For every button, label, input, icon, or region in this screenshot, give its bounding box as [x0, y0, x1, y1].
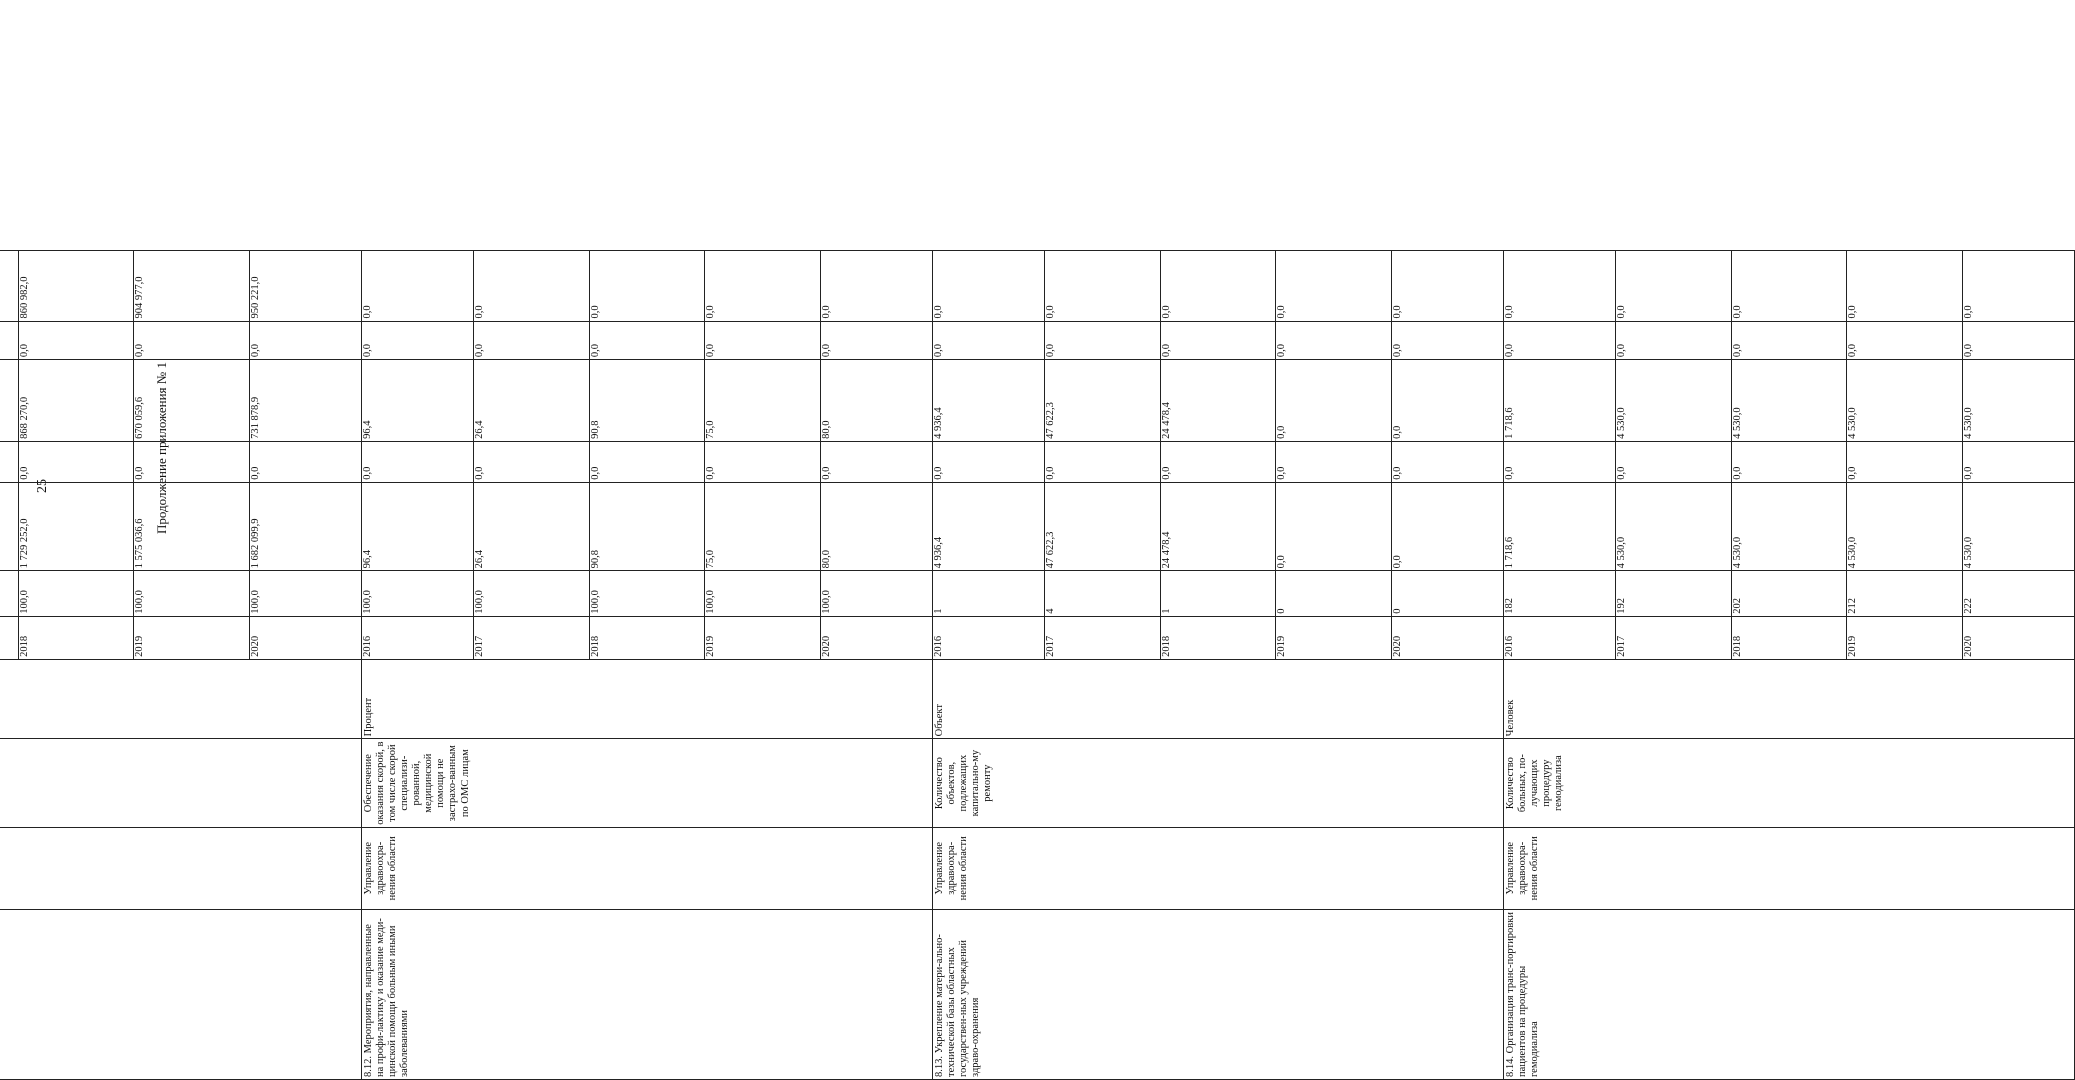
year-value: 0,0	[1160, 251, 1276, 321]
year-value: 0,0	[705, 442, 821, 482]
year-value: 4 530,0	[1731, 360, 1847, 441]
cell-col-10	[0, 321, 362, 360]
year-value: 0,0	[1504, 251, 1616, 321]
year-value	[0, 251, 18, 321]
cell-col-1: 8.14. Организация транс-портировки пациентов на процедуры гемодиализа	[1504, 909, 2075, 1079]
year-value: 75,0	[705, 360, 821, 441]
cell-col-8	[1504, 441, 2075, 482]
cell-col-8	[0, 441, 362, 482]
year-value: 0,0	[1160, 442, 1276, 482]
year-value: 0,0	[589, 442, 705, 482]
year-value: 4	[1045, 571, 1161, 615]
year-value: 4 530,0	[1616, 360, 1732, 441]
cell-col-7	[1504, 482, 2075, 571]
year-value: 0,0	[1276, 483, 1392, 571]
year-value: 1	[1160, 571, 1276, 615]
year-value: 1 718,6	[1504, 483, 1616, 571]
year-value: 2019	[134, 617, 250, 659]
year-value: 4 530,0	[1847, 483, 1963, 571]
cell-col-1: 8.13. Укрепление матери-ально-технической базы областных государствен-ных учреждений здраво-охранения	[933, 909, 1504, 1079]
year-value: 202	[1731, 571, 1847, 615]
cell-col-11	[362, 251, 933, 322]
year-value: 0,0	[362, 251, 474, 321]
cell-col-9	[933, 360, 1504, 442]
year-value: 0	[1391, 608, 1403, 614]
cell-col-10	[933, 321, 1504, 360]
year-value: 2019	[1276, 617, 1392, 659]
year-value: 0,0	[1504, 322, 1616, 360]
page-number: 25	[35, 479, 50, 493]
cell-col-9	[0, 360, 362, 442]
year-value: 2018	[1731, 617, 1847, 659]
year-value: 0,0	[589, 322, 705, 360]
cell-col-4	[0, 659, 362, 738]
year-value: 0,0	[1276, 322, 1392, 360]
year-value: 100,0	[18, 571, 134, 615]
year-value: 100,0	[362, 571, 474, 615]
year-value: 2018	[18, 617, 134, 659]
year-value: 0	[1276, 571, 1392, 615]
year-value: 47 622,3	[1045, 483, 1161, 571]
year-value: 2017	[474, 617, 590, 659]
table-body	[0, 251, 2075, 1080]
year-value: 0,0	[589, 251, 705, 321]
year-value: 950 221,0	[249, 276, 261, 319]
year-value: 96,4	[362, 360, 474, 441]
year-value: 212	[1847, 571, 1963, 615]
year-value: 0,0	[933, 322, 1045, 360]
cell-col-2: Управление здравоохра-нения области	[933, 827, 1504, 909]
year-value: 4 936,4	[933, 483, 1045, 571]
year-value: 0,0	[820, 466, 832, 480]
year-value: 0,0	[1391, 425, 1403, 439]
cell-col-6	[362, 571, 933, 616]
year-value: 0,0	[705, 322, 821, 360]
year-value: 0,0	[820, 305, 832, 319]
year-value: 0,0	[1391, 344, 1403, 358]
year-value: 1 718,6	[1504, 360, 1616, 441]
cell-col-2: Управление здравоохра-нения области	[362, 827, 933, 909]
year-value	[0, 571, 18, 615]
cell-col-5	[362, 616, 933, 659]
year-value: 0,0	[1276, 442, 1392, 482]
year-value: 0,0	[1731, 251, 1847, 321]
cell-col-1	[0, 909, 362, 1079]
year-value: 26,4	[474, 360, 590, 441]
year-value: 2017	[1616, 617, 1732, 659]
cell-col-3	[0, 739, 362, 828]
year-value	[0, 360, 18, 441]
cell-col-10	[362, 321, 933, 360]
year-value: 0,0	[1160, 322, 1276, 360]
year-value: 222	[1962, 597, 1974, 614]
year-value: 96,4	[362, 483, 474, 571]
year-value: 4 530,0	[1962, 407, 1974, 439]
cell-col-6	[1504, 571, 2075, 616]
year-value: 0,0	[134, 442, 250, 482]
table-row	[0, 251, 362, 1080]
year-value: 0,0	[1391, 305, 1403, 319]
year-value: 0,0	[1045, 322, 1161, 360]
year-value	[0, 442, 18, 482]
year-value: 0,0	[933, 251, 1045, 321]
year-value: 0,0	[134, 322, 250, 360]
year-value: 868 270,0	[18, 360, 134, 441]
year-value: 100,0	[705, 571, 821, 615]
cell-col-11	[0, 251, 362, 322]
year-value: 0,0	[18, 442, 134, 482]
cell-col-7	[362, 482, 933, 571]
year-value: 0,0	[933, 442, 1045, 482]
year-value: 1 575 036,6	[134, 483, 250, 571]
table-row	[362, 251, 933, 1080]
year-value: 4 530,0	[1847, 360, 1963, 441]
year-value: 4 530,0	[1616, 483, 1732, 571]
cell-col-3: Количество объектов, подлежащих капитально-му ремонту	[933, 739, 1504, 828]
year-value: 100,0	[820, 590, 832, 614]
year-value: 90,8	[589, 360, 705, 441]
cell-col-7	[0, 482, 362, 571]
year-value: 2016	[362, 617, 474, 659]
year-value: 75,0	[705, 483, 821, 571]
year-value: 0,0	[1962, 305, 1974, 319]
year-value: 2019	[1847, 617, 1963, 659]
year-value	[0, 617, 18, 659]
program-table	[0, 250, 2075, 1080]
year-value: 2020	[249, 635, 261, 657]
year-value: 0,0	[1045, 442, 1161, 482]
year-value: 2020	[1391, 635, 1403, 657]
year-value: 0,0	[1616, 251, 1732, 321]
year-value: 0,0	[362, 322, 474, 360]
cell-col-8	[933, 441, 1504, 482]
year-value: 2018	[589, 617, 705, 659]
rotated-table-container	[0, 250, 1974, 1080]
year-value: 0,0	[1391, 555, 1403, 569]
year-value: 80,0	[820, 549, 832, 569]
cell-col-4: Объект	[933, 659, 1504, 738]
appendix-note: Продолжение приложения № 1	[154, 362, 169, 534]
year-value: 0,0	[474, 251, 590, 321]
table-row	[933, 251, 1504, 1080]
cell-col-2	[0, 827, 362, 909]
cell-col-2: Управление здравоохра-нения области	[1504, 827, 2075, 909]
year-value: 24 478,4	[1160, 483, 1276, 571]
cell-col-5	[1504, 616, 2075, 659]
year-value: 1 682 099,9	[249, 518, 261, 569]
table-row	[1504, 251, 2075, 1080]
cell-col-4: Процент	[362, 659, 933, 738]
cell-col-11	[1504, 251, 2075, 322]
year-value: 2020	[820, 635, 832, 657]
year-value: 2020	[1962, 635, 1974, 657]
year-value: 0,0	[1847, 322, 1963, 360]
year-value: 2016	[1504, 617, 1616, 659]
year-value: 2019	[705, 617, 821, 659]
year-value: 1	[933, 571, 1045, 615]
cell-col-4: Человек	[1504, 659, 2075, 738]
year-value: 0,0	[474, 442, 590, 482]
year-value: 2018	[1160, 617, 1276, 659]
year-value: 0,0	[1616, 442, 1732, 482]
year-value: 860 982,0	[18, 251, 134, 321]
cell-col-3: Обеспечение оказания скорой, в том числе скорой специализи-рованной, медицинской помощи не застрахо-ванным по ОМС лицам	[362, 739, 933, 828]
cell-col-11	[933, 251, 1504, 322]
cell-col-6	[0, 571, 362, 616]
year-value: 182	[1504, 571, 1616, 615]
year-value: 0,0	[1045, 251, 1161, 321]
year-value: 0,0	[1391, 466, 1403, 480]
year-value: 192	[1616, 571, 1732, 615]
year-value: 4 530,0	[1731, 483, 1847, 571]
year-value: 80,0	[820, 420, 832, 439]
year-value: 0,0	[705, 251, 821, 321]
cell-col-10	[1504, 321, 2075, 360]
cell-col-5	[0, 616, 362, 659]
year-value: 0,0	[1962, 344, 1974, 358]
year-value: 47 622,3	[1045, 360, 1161, 441]
cell-col-9	[1504, 360, 2075, 442]
year-value: 100,0	[474, 571, 590, 615]
cell-col-9	[362, 360, 933, 442]
year-value: 731 878,9	[249, 396, 261, 439]
cell-col-5	[933, 616, 1504, 659]
year-value: 0,0	[1276, 360, 1392, 441]
year-value: 0,0	[820, 344, 832, 358]
year-value: 0,0	[1731, 322, 1847, 360]
year-value: 0,0	[1847, 251, 1963, 321]
year-value	[0, 483, 18, 571]
year-value: 26,4	[474, 483, 590, 571]
year-value: 1 729 252,0	[18, 483, 134, 571]
year-value: 904 977,0	[134, 251, 250, 321]
year-value: 0,0	[1616, 322, 1732, 360]
year-value: 0,0	[362, 442, 474, 482]
year-value: 0,0	[1276, 251, 1392, 321]
year-value	[0, 322, 18, 360]
year-value: 670 059,6	[134, 360, 250, 441]
year-value: 90,8	[589, 483, 705, 571]
year-value: 0,0	[18, 322, 134, 360]
cell-col-1: 8.12. Мероприятия, направленные на профи-лактику и оказание меди-цинской помощи больным иными заболеваниями	[362, 909, 933, 1079]
year-value: 24 478,4	[1160, 360, 1276, 441]
cell-col-3: Количество больных, по-лучающих процедуру гемодиализа	[1504, 739, 2075, 828]
year-value: 0,0	[1962, 466, 1974, 480]
year-value: 0,0	[1504, 442, 1616, 482]
year-value: 0,0	[249, 344, 261, 358]
cell-col-7	[933, 482, 1504, 571]
year-value: 2016	[933, 617, 1045, 659]
year-value: 0,0	[1731, 442, 1847, 482]
year-value: 0,0	[474, 322, 590, 360]
year-value: 100,0	[134, 571, 250, 615]
year-value: 2017	[1045, 617, 1161, 659]
year-value: 100,0	[589, 571, 705, 615]
year-value: 100,0	[249, 590, 261, 614]
year-value: 4 936,4	[933, 360, 1045, 441]
year-value: 0,0	[249, 466, 261, 480]
cell-col-6	[933, 571, 1504, 616]
year-value: 4 530,0	[1962, 536, 1974, 569]
year-value: 0,0	[1847, 442, 1963, 482]
cell-col-8	[362, 441, 933, 482]
